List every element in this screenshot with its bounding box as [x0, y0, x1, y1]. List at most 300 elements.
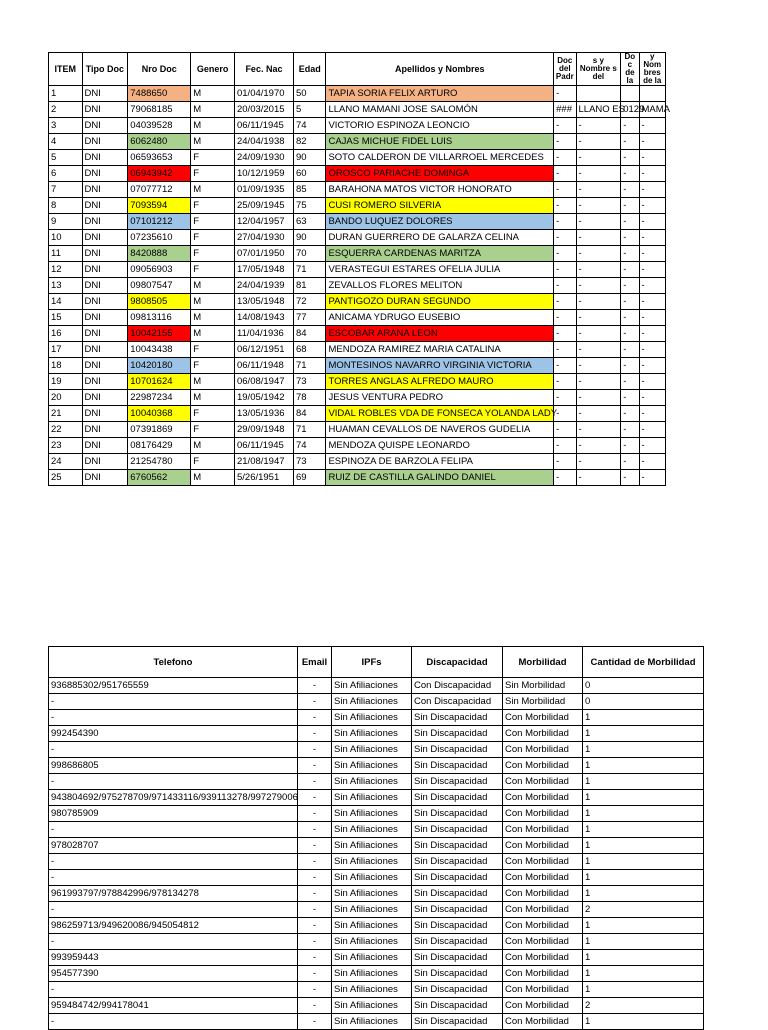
cell-apellidos-nombres: SOTO CALDERON DE VILLARROEL MERCEDES [326, 150, 554, 166]
table-row [49, 758, 704, 774]
cell-apellidos-nombres: BARAHONA MATOS VICTOR HONORATO [326, 182, 554, 198]
cell-doc-madre: - [621, 342, 639, 358]
cell-doc-padre: - [554, 342, 576, 358]
cell-fec-nac: 24/04/1939 [234, 278, 293, 294]
cell-nombre-madre: - [639, 422, 666, 438]
table-row [49, 710, 704, 726]
cell-discapacidad: Sin Discapacidad [412, 726, 503, 742]
cell-doc-madre: - [621, 150, 639, 166]
cell-nro-doc: 7093594 [128, 198, 191, 214]
cell-morbilidad: Con Morbilidad [503, 822, 583, 838]
cell-doc-madre: - [621, 278, 639, 294]
cell-ipfs: Sin Afiliaciones [332, 886, 412, 902]
cell-doc-madre: - [621, 454, 639, 470]
cell-nombre-padre: - [576, 374, 621, 390]
cell-fec-nac: 21/08/1947 [234, 454, 293, 470]
cell-discapacidad: Sin Discapacidad [412, 1014, 503, 1030]
cell-email: - [298, 838, 332, 854]
cell-fec-nac: 24/04/1938 [234, 134, 293, 150]
cell-nombre-madre: - [639, 438, 666, 454]
table-row [49, 870, 704, 886]
cell-discapacidad: Sin Discapacidad [412, 902, 503, 918]
cell-discapacidad: Sin Discapacidad [412, 934, 503, 950]
cell-genero: M [191, 86, 235, 102]
cell-cantidad-morbilidad: 1 [583, 790, 704, 806]
cell-nombre-padre: - [576, 182, 621, 198]
cell-edad: 90 [293, 150, 326, 166]
cell-edad: 84 [293, 406, 326, 422]
cell-telefono: - [49, 1014, 298, 1030]
cell-nro-doc: 10043438 [128, 342, 191, 358]
cell-tipo-doc: DNI [82, 102, 128, 118]
cell-nombre-padre: - [576, 422, 621, 438]
cell-ipfs: Sin Afiliaciones [332, 726, 412, 742]
table-row [49, 918, 704, 934]
header-telefono: Telefono [49, 647, 298, 678]
cell-morbilidad: Con Morbilidad [503, 854, 583, 870]
table-row [49, 246, 666, 262]
cell-item: 16 [49, 326, 83, 342]
cell-ipfs: Sin Afiliaciones [332, 982, 412, 998]
cell-item: 25 [49, 470, 83, 486]
header-fec-nac: Fec. Nac [234, 53, 293, 86]
cell-telefono: - [49, 710, 298, 726]
cell-item: 19 [49, 374, 83, 390]
cell-item: 2 [49, 102, 83, 118]
cell-nro-doc: 79068185 [128, 102, 191, 118]
cell-ipfs: Sin Afiliaciones [332, 934, 412, 950]
cell-doc-madre: - [621, 326, 639, 342]
cell-genero: F [191, 262, 235, 278]
cell-doc-padre: - [554, 454, 576, 470]
table-row [49, 134, 666, 150]
cell-tipo-doc: DNI [82, 166, 128, 182]
table-row [49, 422, 666, 438]
cell-cantidad-morbilidad: 0 [583, 678, 704, 694]
cell-nro-doc: 09813116 [128, 310, 191, 326]
cell-cantidad-morbilidad: 1 [583, 710, 704, 726]
cell-genero: F [191, 198, 235, 214]
cell-nombre-madre: - [639, 198, 666, 214]
cell-tipo-doc: DNI [82, 214, 128, 230]
header-doc-padre: Doc del Padr [554, 53, 576, 86]
cell-item: 12 [49, 262, 83, 278]
header-doc-madre: Do c de la [621, 53, 639, 86]
cell-tipo-doc: DNI [82, 390, 128, 406]
cell-item: 22 [49, 422, 83, 438]
table-row [49, 182, 666, 198]
cell-discapacidad: Sin Discapacidad [412, 982, 503, 998]
header-genero: Genero [191, 53, 235, 86]
cell-item: 5 [49, 150, 83, 166]
cell-genero: M [191, 278, 235, 294]
cell-edad: 74 [293, 438, 326, 454]
table-row [49, 678, 704, 694]
cell-morbilidad: Con Morbilidad [503, 710, 583, 726]
cell-cantidad-morbilidad: 2 [583, 998, 704, 1014]
cell-tipo-doc: DNI [82, 278, 128, 294]
cell-nombre-madre: - [639, 374, 666, 390]
table-row [49, 742, 704, 758]
table-row [49, 790, 704, 806]
table-row [49, 934, 704, 950]
cell-genero: M [191, 294, 235, 310]
cell-cantidad-morbilidad: 1 [583, 950, 704, 966]
cell-discapacidad: Sin Discapacidad [412, 774, 503, 790]
cell-tipo-doc: DNI [82, 438, 128, 454]
cell-doc-madre: - [621, 262, 639, 278]
cell-fec-nac: 14/08/1943 [234, 310, 293, 326]
cell-edad: 68 [293, 342, 326, 358]
cell-email: - [298, 982, 332, 998]
header-nombre-padre: s y Nombre s del [576, 53, 621, 86]
cell-edad: 50 [293, 86, 326, 102]
cell-telefono: - [49, 694, 298, 710]
table-row [49, 342, 666, 358]
cell-doc-padre: - [554, 166, 576, 182]
table-row [49, 806, 704, 822]
cell-tipo-doc: DNI [82, 262, 128, 278]
cell-discapacidad: Sin Discapacidad [412, 854, 503, 870]
cell-doc-padre: - [554, 246, 576, 262]
table-row [49, 406, 666, 422]
cell-cantidad-morbilidad: 0 [583, 694, 704, 710]
cell-edad: 90 [293, 230, 326, 246]
cell-doc-padre: - [554, 438, 576, 454]
cell-nro-doc: 07077712 [128, 182, 191, 198]
cell-apellidos-nombres: VICTORIO ESPINOZA LEONCIO [326, 118, 554, 134]
cell-apellidos-nombres: HUAMAN CEVALLOS DE NAVEROS GUDELIA [326, 422, 554, 438]
table2-header-row [49, 647, 704, 678]
cell-nro-doc: 7488650 [128, 86, 191, 102]
cell-email: - [298, 934, 332, 950]
cell-telefono: - [49, 982, 298, 998]
cell-ipfs: Sin Afiliaciones [332, 854, 412, 870]
cell-doc-padre: - [554, 134, 576, 150]
cell-telefono: - [49, 902, 298, 918]
cell-tipo-doc: DNI [82, 118, 128, 134]
cell-telefono: 980785909 [49, 806, 298, 822]
cell-apellidos-nombres: DURAN GUERRERO DE GALARZA CELINA [326, 230, 554, 246]
cell-fec-nac: 20/03/2015 [234, 102, 293, 118]
header-morbilidad: Morbilidad [503, 647, 583, 678]
table-row [49, 358, 666, 374]
cell-genero: M [191, 102, 235, 118]
cell-nombre-padre: - [576, 454, 621, 470]
cell-nombre-madre [639, 86, 666, 102]
cell-doc-padre: - [554, 326, 576, 342]
cell-cantidad-morbilidad: 1 [583, 742, 704, 758]
cell-tipo-doc: DNI [82, 182, 128, 198]
cell-doc-padre: - [554, 214, 576, 230]
cell-fec-nac: 27/04/1930 [234, 230, 293, 246]
cell-item: 1 [49, 86, 83, 102]
cell-cantidad-morbilidad: 1 [583, 838, 704, 854]
cell-doc-madre: - [621, 198, 639, 214]
cell-apellidos-nombres: TORRES ANGLAS ALFREDO MAURO [326, 374, 554, 390]
cell-edad: 81 [293, 278, 326, 294]
cell-item: 18 [49, 358, 83, 374]
cell-item: 9 [49, 214, 83, 230]
cell-item: 13 [49, 278, 83, 294]
table-row [49, 822, 704, 838]
cell-apellidos-nombres: ESCOBAR ARANA LEON [326, 326, 554, 342]
cell-doc-padre: - [554, 374, 576, 390]
cell-cantidad-morbilidad: 2 [583, 902, 704, 918]
cell-discapacidad: Sin Discapacidad [412, 822, 503, 838]
cell-discapacidad: Sin Discapacidad [412, 966, 503, 982]
cell-doc-padre: - [554, 150, 576, 166]
cell-nro-doc: 10040368 [128, 406, 191, 422]
table-row [49, 166, 666, 182]
cell-cantidad-morbilidad: 1 [583, 918, 704, 934]
cell-cantidad-morbilidad: 1 [583, 822, 704, 838]
cell-telefono: 998686805 [49, 758, 298, 774]
table-row [49, 694, 704, 710]
cell-ipfs: Sin Afiliaciones [332, 710, 412, 726]
cell-discapacidad: Con Discapacidad [412, 694, 503, 710]
cell-telefono: 961993797/978842996/978134278 [49, 886, 298, 902]
cell-morbilidad: Con Morbilidad [503, 790, 583, 806]
cell-nombre-padre: - [576, 438, 621, 454]
cell-nro-doc: 09807547 [128, 278, 191, 294]
cell-doc-padre: - [554, 118, 576, 134]
cell-item: 10 [49, 230, 83, 246]
header-apellidos-nombres: Apellidos y Nombres [326, 53, 554, 86]
cell-doc-madre: - [621, 374, 639, 390]
cell-doc-madre: - [621, 294, 639, 310]
cell-fec-nac: 29/09/1948 [234, 422, 293, 438]
cell-edad: 73 [293, 454, 326, 470]
cell-genero: M [191, 374, 235, 390]
table-row [49, 470, 666, 486]
table-row [49, 886, 704, 902]
cell-morbilidad: Con Morbilidad [503, 726, 583, 742]
cell-genero: F [191, 358, 235, 374]
table-row [49, 214, 666, 230]
cell-email: - [298, 758, 332, 774]
cell-telefono: - [49, 854, 298, 870]
cell-doc-padre: - [554, 406, 576, 422]
cell-nombre-padre: - [576, 134, 621, 150]
table-row [49, 982, 704, 998]
cell-discapacidad: Sin Discapacidad [412, 790, 503, 806]
cell-tipo-doc: DNI [82, 150, 128, 166]
table-row [49, 966, 704, 982]
cell-nombre-madre: MAMA [639, 102, 666, 118]
cell-item: 11 [49, 246, 83, 262]
cell-doc-madre: - [621, 390, 639, 406]
cell-doc-madre: - [621, 118, 639, 134]
cell-nombre-madre: - [639, 390, 666, 406]
cell-morbilidad: Con Morbilidad [503, 950, 583, 966]
cell-ipfs: Sin Afiliaciones [332, 758, 412, 774]
cell-tipo-doc: DNI [82, 230, 128, 246]
cell-email: - [298, 822, 332, 838]
cell-morbilidad: Con Morbilidad [503, 934, 583, 950]
cell-nombre-padre: - [576, 326, 621, 342]
cell-fec-nac: 06/11/1945 [234, 118, 293, 134]
cell-email: - [298, 678, 332, 694]
cell-edad: 84 [293, 326, 326, 342]
table-row [49, 102, 666, 118]
cell-genero: F [191, 246, 235, 262]
cell-genero: M [191, 182, 235, 198]
cell-item: 8 [49, 198, 83, 214]
cell-edad: 82 [293, 134, 326, 150]
cell-cantidad-morbilidad: 1 [583, 758, 704, 774]
cell-morbilidad: Con Morbilidad [503, 918, 583, 934]
cell-edad: 77 [293, 310, 326, 326]
cell-doc-padre: - [554, 294, 576, 310]
cell-ipfs: Sin Afiliaciones [332, 870, 412, 886]
table-row [49, 726, 704, 742]
cell-apellidos-nombres: LLANO MAMANI JOSE SALOMÓN [326, 102, 554, 118]
cell-edad: 70 [293, 246, 326, 262]
cell-nro-doc: 09056903 [128, 262, 191, 278]
cell-cantidad-morbilidad: 1 [583, 1014, 704, 1030]
cell-doc-madre: - [621, 470, 639, 486]
cell-ipfs: Sin Afiliaciones [332, 790, 412, 806]
cell-cantidad-morbilidad: 1 [583, 870, 704, 886]
cell-ipfs: Sin Afiliaciones [332, 902, 412, 918]
cell-tipo-doc: DNI [82, 198, 128, 214]
cell-genero: F [191, 406, 235, 422]
header-cantidad-morbilidad: Cantidad de Morbilidad [583, 647, 704, 678]
cell-doc-madre: - [621, 406, 639, 422]
cell-genero: F [191, 454, 235, 470]
header-tipo-doc: Tipo Doc [82, 53, 128, 86]
cell-nombre-madre: - [639, 150, 666, 166]
cell-fec-nac: 06/08/1947 [234, 374, 293, 390]
cell-nombre-padre: - [576, 118, 621, 134]
cell-ipfs: Sin Afiliaciones [332, 694, 412, 710]
cell-nombre-madre: - [639, 246, 666, 262]
cell-apellidos-nombres: RUIZ DE CASTILLA GALINDO DANIEL [326, 470, 554, 486]
header-nro-doc: Nro Doc [128, 53, 191, 86]
cell-ipfs: Sin Afiliaciones [332, 950, 412, 966]
table1-header-row [49, 53, 666, 86]
cell-item: 14 [49, 294, 83, 310]
cell-doc-padre: - [554, 262, 576, 278]
cell-doc-padre: - [554, 422, 576, 438]
table-row [49, 454, 666, 470]
cell-nombre-padre: - [576, 166, 621, 182]
cell-apellidos-nombres: VERASTEGUI ESTARES OFELIA JULIA [326, 262, 554, 278]
cell-discapacidad: Sin Discapacidad [412, 998, 503, 1014]
cell-apellidos-nombres: PANTIGOZO DURAN SEGUNDO [326, 294, 554, 310]
cell-fec-nac: 13/05/1948 [234, 294, 293, 310]
cell-discapacidad: Sin Discapacidad [412, 806, 503, 822]
cell-genero: F [191, 422, 235, 438]
cell-discapacidad: Sin Discapacidad [412, 886, 503, 902]
cell-nombre-madre: - [639, 406, 666, 422]
cell-telefono: 992454390 [49, 726, 298, 742]
cell-item: 4 [49, 134, 83, 150]
cell-doc-padre: - [554, 198, 576, 214]
cell-telefono: 978028707 [49, 838, 298, 854]
cell-morbilidad: Con Morbilidad [503, 758, 583, 774]
cell-email: - [298, 726, 332, 742]
cell-item: 15 [49, 310, 83, 326]
cell-nombre-padre: - [576, 342, 621, 358]
cell-nombre-madre: - [639, 278, 666, 294]
cell-telefono: - [49, 742, 298, 758]
cell-doc-madre: - [621, 214, 639, 230]
cell-edad: 5 [293, 102, 326, 118]
cell-tipo-doc: DNI [82, 374, 128, 390]
cell-nombre-madre: - [639, 166, 666, 182]
cell-nombre-padre: - [576, 294, 621, 310]
cell-ipfs: Sin Afiliaciones [332, 1014, 412, 1030]
table-row [49, 390, 666, 406]
cell-ipfs: Sin Afiliaciones [332, 742, 412, 758]
cell-morbilidad: Con Morbilidad [503, 742, 583, 758]
table-row [49, 150, 666, 166]
cell-morbilidad: Con Morbilidad [503, 982, 583, 998]
cell-cantidad-morbilidad: 1 [583, 966, 704, 982]
cell-telefono: - [49, 774, 298, 790]
table-row [49, 838, 704, 854]
table-row [49, 262, 666, 278]
cell-ipfs: Sin Afiliaciones [332, 806, 412, 822]
cell-doc-padre: - [554, 470, 576, 486]
cell-doc-madre: - [621, 134, 639, 150]
cell-email: - [298, 742, 332, 758]
cell-nro-doc: 06593653 [128, 150, 191, 166]
cell-telefono: 959484742/994178041 [49, 998, 298, 1014]
cell-genero: M [191, 438, 235, 454]
cell-nro-doc: 8420888 [128, 246, 191, 262]
cell-apellidos-nombres: BANDO LUQUEZ DOLORES [326, 214, 554, 230]
cell-fec-nac: 06/12/1951 [234, 342, 293, 358]
cell-apellidos-nombres: ZEVALLOS FLORES MELITON [326, 278, 554, 294]
cell-fec-nac: 25/09/1945 [234, 198, 293, 214]
cell-item: 24 [49, 454, 83, 470]
header-email: Email [298, 647, 332, 678]
cell-morbilidad: Con Morbilidad [503, 886, 583, 902]
cell-doc-madre: - [621, 310, 639, 326]
cell-email: - [298, 806, 332, 822]
cell-nro-doc: 21254780 [128, 454, 191, 470]
cell-genero: M [191, 390, 235, 406]
cell-nombre-padre: - [576, 358, 621, 374]
cell-morbilidad: Sin Morbilidad [503, 678, 583, 694]
table-row [49, 902, 704, 918]
cell-email: - [298, 998, 332, 1014]
table-row [49, 1014, 704, 1030]
cell-tipo-doc: DNI [82, 358, 128, 374]
cell-edad: 63 [293, 214, 326, 230]
cell-email: - [298, 854, 332, 870]
table-row [49, 278, 666, 294]
cell-edad: 85 [293, 182, 326, 198]
cell-nombre-madre: - [639, 214, 666, 230]
cell-nombre-padre: - [576, 310, 621, 326]
cell-doc-padre: - [554, 182, 576, 198]
cell-edad: 71 [293, 262, 326, 278]
cell-email: - [298, 710, 332, 726]
cell-apellidos-nombres: TAPIA SORIA FELIX ARTURO [326, 86, 554, 102]
cell-item: 23 [49, 438, 83, 454]
cell-genero: F [191, 342, 235, 358]
cell-genero: M [191, 134, 235, 150]
cell-nombre-padre: - [576, 470, 621, 486]
cell-tipo-doc: DNI [82, 86, 128, 102]
cell-fec-nac: 24/09/1930 [234, 150, 293, 166]
cell-cantidad-morbilidad: 1 [583, 982, 704, 998]
cell-nro-doc: 07101212 [128, 214, 191, 230]
